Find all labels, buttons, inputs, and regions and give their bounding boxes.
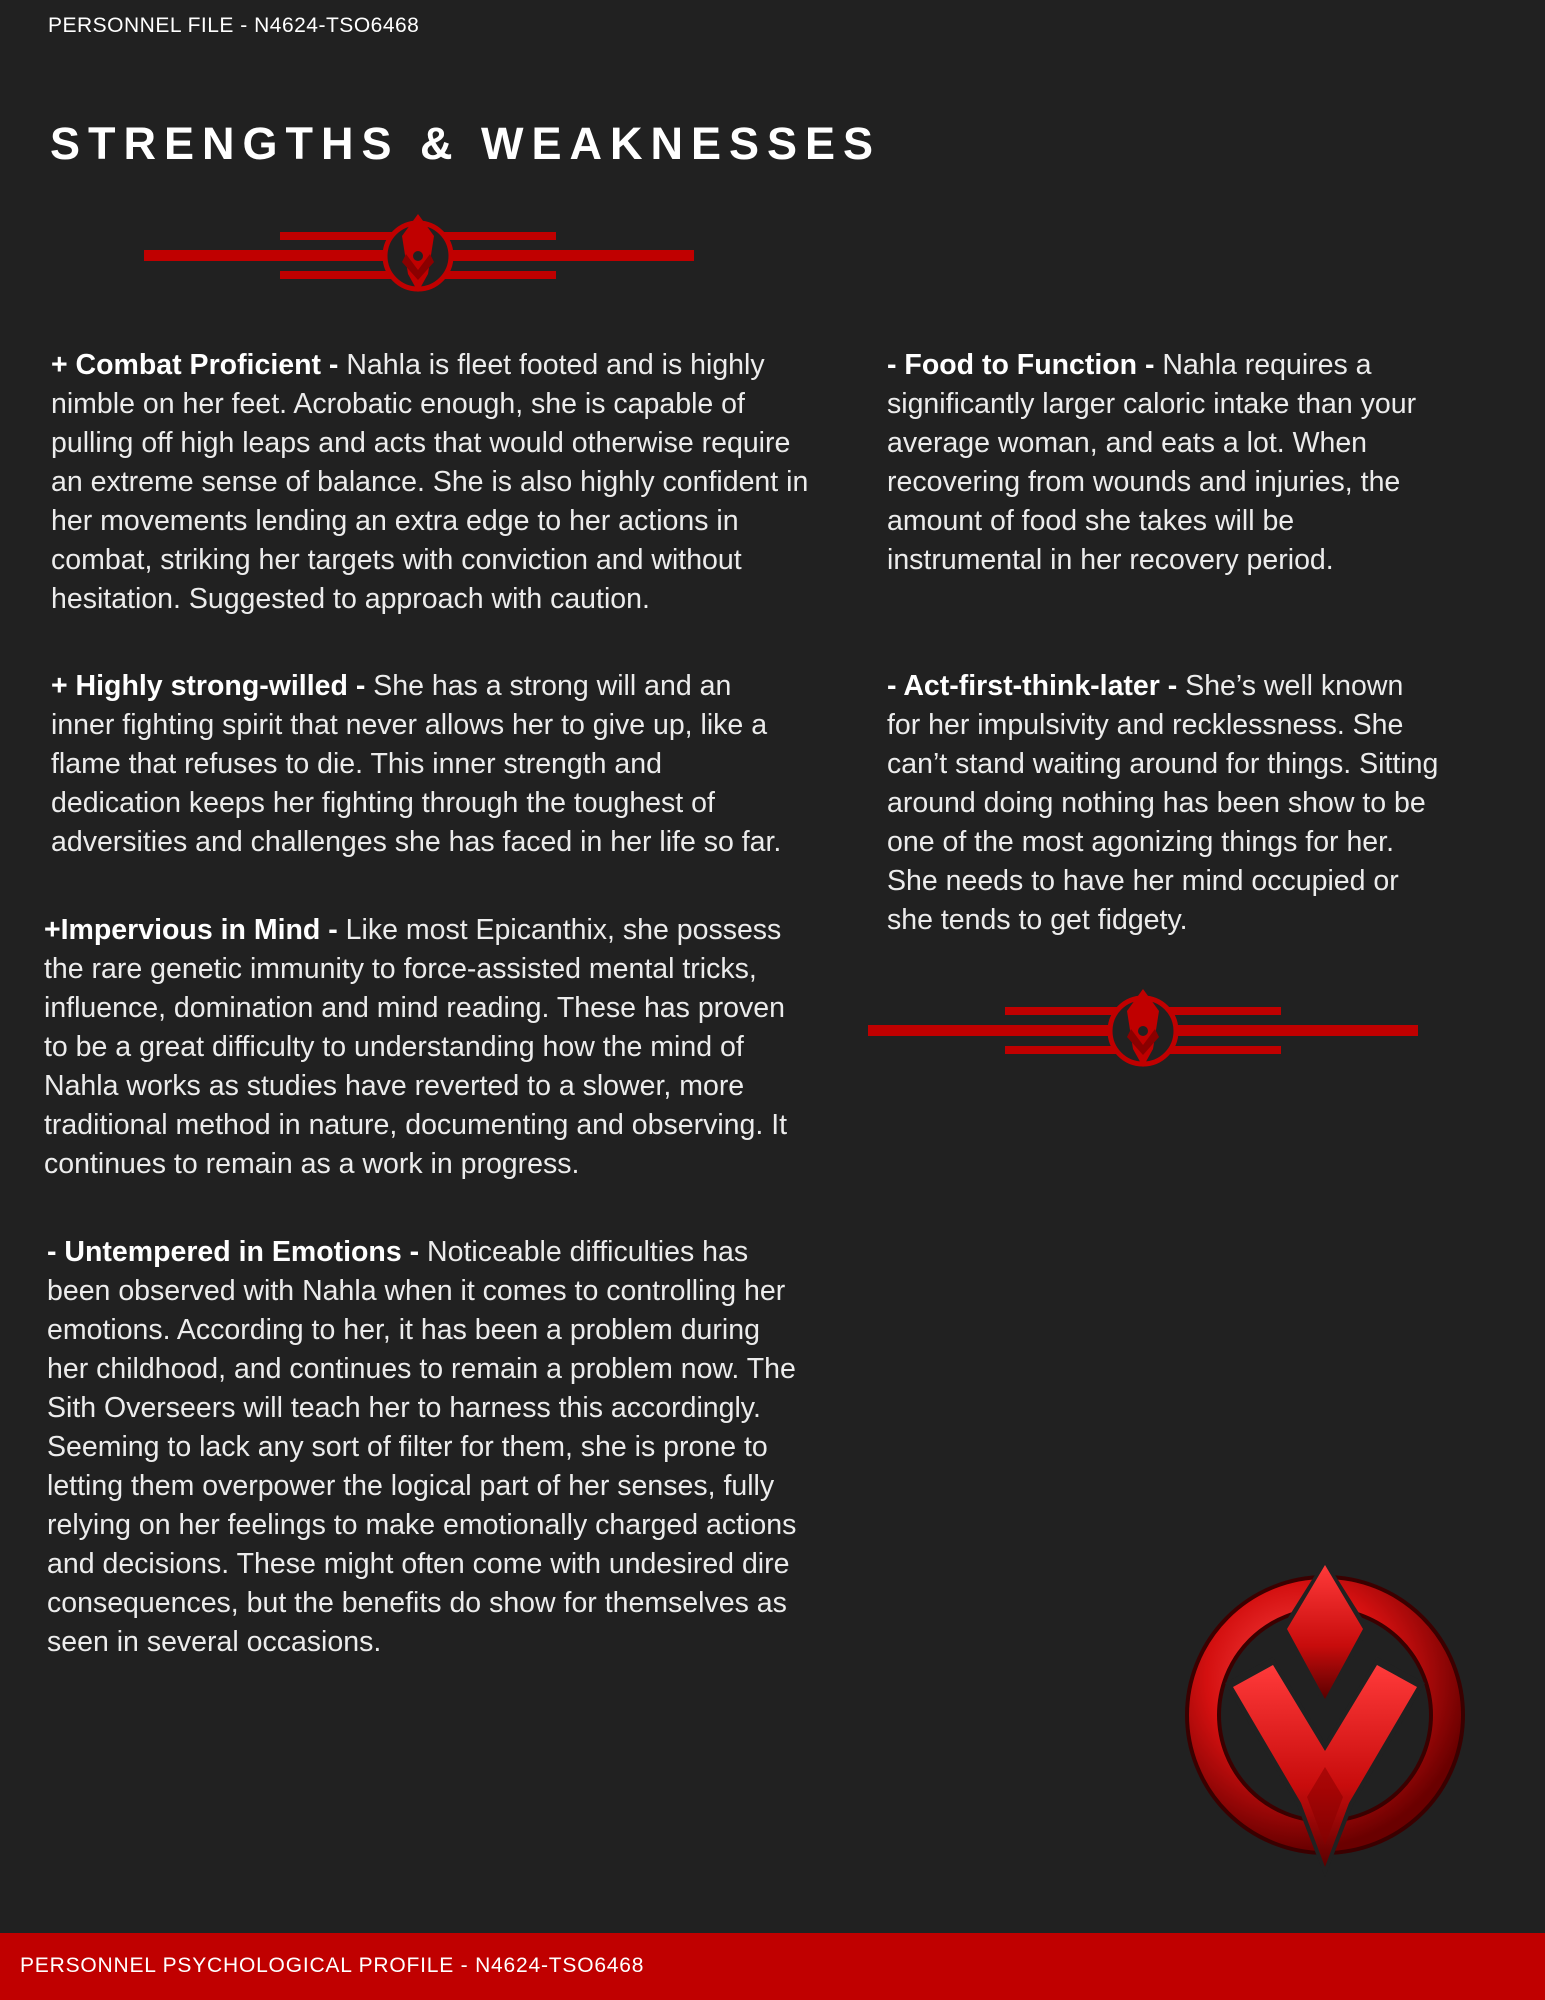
sith-empire-emblem-icon: [1185, 1555, 1465, 1885]
strength-description: She has a strong will and an inner fighting spirit that never allows her to give up, like a flame that refuses to die. This inner strength and dedication keeps her fighting through the toughest of adversities and challenges she has faced in her life so far.: [51, 670, 782, 858]
personnel-file-header: PERSONNEL FILE - N4624-TSO6468: [48, 14, 420, 37]
strength-label: + Combat Proficient -: [51, 349, 339, 381]
weakness-description: Nahla requires a significantly larger caloric intake than your average woman, and eats a lot. When recovering from wounds and injuries, the amount of food she takes will be instrumental in her recovery period.: [887, 349, 1417, 576]
strength-label: + Highly strong-willed -: [51, 670, 366, 702]
footer-bar: [0, 1933, 1545, 2000]
weakness-label: - Untempered in Emotions -: [47, 1236, 420, 1268]
weakness-description: She’s well known for her impulsivity and recklessness. She can’t stand waiting around for things. Sitting around doing nothing has been show to be one of the most agonizing things for her. She needs to have her mind occupied or she tends to get fidgety.: [887, 670, 1439, 936]
weakness-label: - Food to Function -: [887, 349, 1155, 381]
weakness-label: - Act-first-think-later -: [887, 670, 1178, 702]
strength-combat-proficient: [51, 346, 816, 619]
weakness-untempered-in-emotions: [47, 1233, 799, 1662]
strength-impervious-in-mind: [44, 911, 800, 1184]
weakness-food-to-function: [887, 346, 1432, 580]
strength-highly-strong-willed: [51, 667, 791, 862]
footer-profile-label: PERSONNEL PSYCHOLOGICAL PROFILE - N4624-TSO6468: [20, 1954, 645, 1977]
strength-description: Nahla is fleet footed and is highly nimble on her feet. Acrobatic enough, she is capable of pulling off high leaps and acts that would otherwise require an extreme sense of balance. She is also highly confident in her movements lending an extra edge to her actions in combat, striking her targets with conviction and without hesitation. Suggested to approach with caution.: [51, 349, 809, 615]
strength-description: Like most Epicanthix, she possess the rare genetic immunity to force-assisted mental tricks, influence, domination and mind reading. These has proven to be a great difficulty to understanding how the mind of Nahla works as studies have reverted to a slower, more traditional method in nature, documenting and observing. It continues to remain as a work in progress.: [44, 914, 788, 1180]
sith-emblem-divider-icon: [144, 214, 694, 298]
sith-emblem-divider-icon: [868, 989, 1418, 1073]
weakness-description: Noticeable difficulties has been observed with Nahla when it comes to controlling her emotions. According to her, it has been a problem during her childhood, and continues to remain a problem now. The Sith Overseers will teach her to harness this accordingly. Seeming to lack any sort of filter for them, she is prone to letting them overpower the logical part of her senses, fully relying on her feelings to make emotionally charged actions and decisions. These might often come with undesired dire consequences, but the benefits do show for themselves as seen in several occasions.: [47, 1236, 797, 1658]
strength-label: +Impervious in Mind -: [44, 914, 338, 946]
page-title: STRENGTHS & WEAKNESSES: [50, 118, 882, 169]
weakness-act-first-think-later: [887, 667, 1442, 940]
